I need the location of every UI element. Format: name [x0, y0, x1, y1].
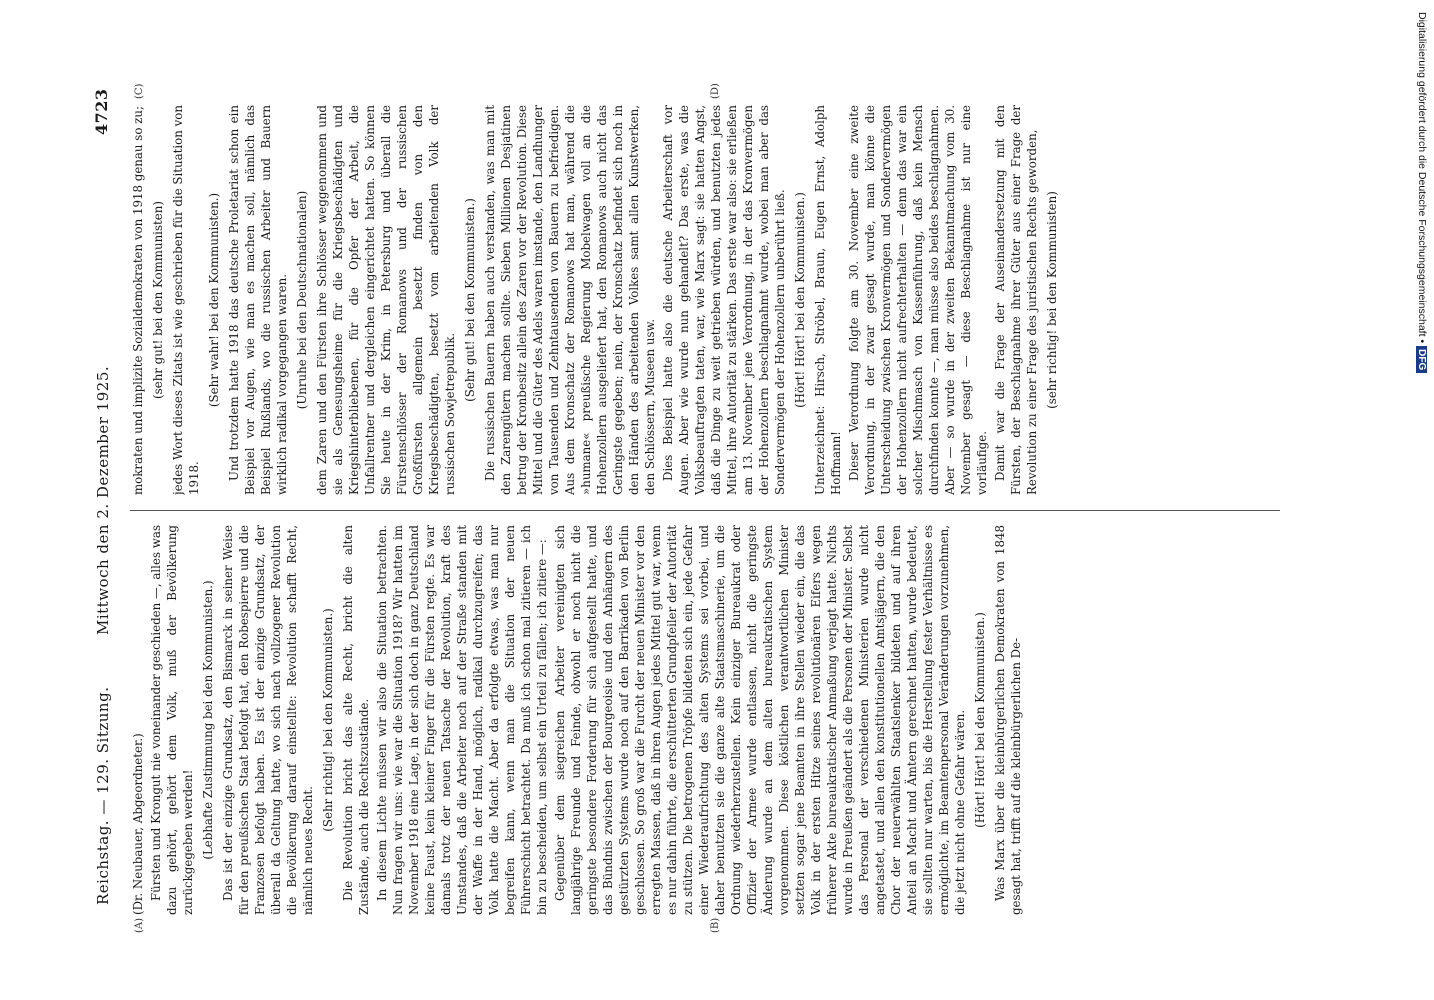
digitization-credit: [1416, 12, 1428, 373]
paragraph: In diesem Lichte müssen wir also die Situation betrachten. Nun fragen wir uns: wie war die Situation 1918? Wir hatten im November 1918 eine Lage, in der sich doch in ganz Deutschland keine Faust, kein kleiner Finger für die Fürsten regte. Es war damals trotz der neuen Tatsache der Revolution, kraft des Umstandes, daß die Arbeiter noch auf der Straße standen mit der Waffe in der Hand, möglich, radikal durchzugreifen; das Volk hatte die Macht. Aber da erfolgte etwas, was man nur begreifen kann, wenn man die Situation der neuen Führerschicht betrachtet. Da muß ich schon mal zitieren — ich bin zu bescheiden, um selbst ein Urteil zu fällen; ich zitiere —:: [375, 525, 549, 915]
paragraph: mokraten und implizite Sozialdemokraten von 1918 genau so zu;: [131, 106, 145, 495]
paragraph: Gegenüber dem siegreichen Arbeiter vereinigten sich langjährige Freunde und Feinde, obwohl er noch nicht die geringste besondere Forderung für sich aufgestellt hatte, und das Bündnis zwischen der Bourgeoisie und den Anhängern des gestürzten Systems wurde noch auf den Barrikaden von Berlin geschlossen. So groß war die Furcht der neuen Minister vor den erregten Massen, daß in ihren Augen jedes Mittel gut war, wenn es nur dahin führte, die erschütterten Grundpfeiler der Autorität zu stützen. Die betrogenen Tröpfe bildeten sich ein, jede Gefahr einer Wiederaufrichtung des alten Systems sei vorbei, und daher benutzten sie die ganze alte Staatsmaschinerie, um die Ordnung wiederherzustellen. Kein einziger Bureaukrat oder Offizier der Armee wurde entlassen, nicht die geringste Änderung wurde an dem alten bureaukratischen System vorgenommen. Diese köstlichen verantwortlichen Minister setzten sogar jene Beamten in ihre Stellen wieder ein, die das Volk in der ersten Hitze seines revolutionären Eifers wegen früherer Akte bureaukratischer Anmaßung verjagt hatte. Nichts wurde in Preußen geändert als die Personen der Minister. Selbst das Personal der verschiedenen Ministerien wurde nicht angetastet, und allen den konstitutionellen Amtsjägern, die den Chor der neuerwählten Staatslenker bildeten und auf ihren Anteil an Macht und Ämtern gerechnet hatten, wurde bedeutet, sie sollten nur warten, bis die Herstellung fester Verhältnisse es ermöglichte, im Beamtenpersonal Veränderungen vorzunehmen, die jetzt nicht ohne Gefahr wären.: [553, 525, 967, 915]
paragraph: Die russischen Bauern haben auch verstanden, was man mit den Zarengütern machen sollte. Sieben Millionen Desjatinen betrug der Kronbesitz allein des Zaren vor der Revolution. Diese Mittel und die Güter des Adels waren imstande, den Landhunger von Tausenden und Zehntausenden von Bauern zu befriedigen. Aus dem Kronschatz der Romanows hat man, während die »humane« preußische Regierung Mobelwagen voll an die Hohenzollern ausgeliefert hat, den Romanows auch nicht das Geringste gegeben; nein, der Kronschatz befindet sich noch in den Händen des arbeitenden Volkes samt allen Kunstwerken, den Schlössern, Museen usw.: [483, 105, 657, 495]
margin-mark-a: (A): [134, 917, 145, 933]
interjection: (Sehr gut! bei den Kommunisten.): [463, 198, 477, 402]
rotated-page: [90, 75, 1310, 935]
paragraph: Dieser Verordnung folgte am 30. November eine zweite Verordnung, in der zwar gesagt wurde, man könne die Unterscheidung zwischen Kronvermögen und Sondervermögen der Hohenzollern nicht aufrechterhalten — denn das war ein solcher Mischmasch von Kassenführung, daß kein Mensch durchfinden konnte —, man müsse also beides beschlagnahmen. Aber — so wurde in der zweiten Bekanntmachung vom 30. November gesagt — diese Beschlagnahme ist nur eine vorläufige.: [847, 105, 989, 495]
margin-mark-b: (B): [710, 917, 721, 933]
margin-mark-c: (C): [134, 83, 145, 99]
interjection: (Sehr wahr! bei den Kommunisten.): [207, 192, 221, 408]
paragraph: dem Zaren und den Fürsten ihre Schlösser weggenommen und sie als Genesungsheime für die Kriegsbeschädigten und Kriegshinterbliebenen, für die Opfer der Arbeit, die Unfallrentner und dergleichen eingerichtet hatten. So können Sie heute in der Krim, in Petersburg und überall die Fürstenschlösser der Romanows und der russischen Großfürsten allgemein besetzt finden von den Kriegsbeschädigten, besetzt vom arbeitenden Volk der russischen Sowjetrepublik.: [315, 105, 457, 495]
paragraph: Unterzeichnet: Hirsch, Ströbel, Braun, Eugen Ernst, Adolph Hoffmann!: [813, 105, 843, 495]
interjection: (sehr gut! bei den Kommunisten): [151, 201, 165, 399]
paragraph: Was Marx über die kleinbürgerlichen Demokraten von 1848 gesagt hat, trifft auf die kleinbürgerlichen De-: [993, 525, 1023, 915]
paragraph: Damit war die Frage der Auseinandersetzung mit den Fürsten, der Beschlagnahme ihrer Güter aus einer Frage der Revolution zu einer Frage des juristischen Rechts geworden,: [993, 105, 1039, 495]
right-column: [130, 105, 1290, 495]
paragraph: Die Revolution bricht das alte Recht, bricht die alten Zustände, auch die Rechtszustände.: [341, 525, 371, 915]
interjection: (Hört! Hört! bei den Kommunisten.): [973, 612, 987, 828]
left-column: [130, 525, 1290, 915]
margin-mark-d: (D): [710, 83, 721, 99]
interjection: (Hört! Hört! bei den Kommunisten.): [793, 192, 807, 408]
paragraph: Das ist der einzige Grundsatz, den Bismarck in seiner Weise für den preußischen Staat befolgt hat, den Robespierre und die Franzosen befolgt haben. Es ist der einzige Grundsatz, der überall da Geltung hatte, wo sich nach vollzogener Revolution die Bevölkerung darauf einstellte: Revolution schafft Recht, nämlich neues Recht.: [221, 525, 315, 915]
credit-text: Digitalisierung gefördert durch die Deutsche Forschungsgemeinschaft •: [1416, 12, 1428, 344]
paragraph: Dies Beispiel hatte also die deutsche Arbeiterschaft vor Augen. Aber wie wurde nun gehandelt? Das erste, was die Volksbeauftragten taten, war, wie Marx sagt: sie hatten Angst, daß die Dinge zu weit getrieben würden, und benutzten jedes Mittel, ihre Autorität zu stärken. Das erste war also: sie erließen am 13. November jene Verordnung, in der das Kronvermögen der Hohenzollern beschlagnahmt wurde, wobei man aber das Sondervermögen der Hohenzollern unberührt ließ.: [661, 105, 787, 495]
dfg-logo: DFG: [1416, 346, 1427, 373]
interjection: (Unruhe bei den Deutschnationalen): [295, 190, 309, 410]
interjection: (Sehr richtig! bei den Kommunisten.): [321, 608, 335, 832]
interjection: (sehr richtig! bei den Kommunisten): [1045, 191, 1059, 409]
paragraph: Und trotzdem hatte 1918 das deutsche Proletariat schon ein Beispiel vor Augen, wie man es machen soll, nämlich das Beispiel Rußlands, wo die russischen Arbeiter und Bauern wirklich radikal vorgegangen waren.: [227, 105, 289, 495]
header-date: Mittwoch den 2. Dezember 1925.: [94, 365, 112, 635]
paragraph: jedes Wort dieses Zitats ist wie geschrieben für die Situation von 1918.: [171, 105, 201, 495]
page-number: 4723: [92, 88, 111, 135]
paragraph: Fürsten und Krongut nie voneinander geschieden —, alles was dazu gehört, gehört dem Volk, muß der Bevölkerung zurückgegeben werden!: [149, 525, 195, 915]
header-left: Reichstag. — 129. Sitzung.: [94, 686, 112, 905]
column-divider: [130, 510, 1280, 511]
interjection: (Lebhafte Zustimmung bei den Kommunisten.): [201, 580, 215, 860]
page-header: [90, 75, 120, 935]
speaker-label: (Dr. Neubauer, Abgeordneter.): [131, 733, 145, 915]
